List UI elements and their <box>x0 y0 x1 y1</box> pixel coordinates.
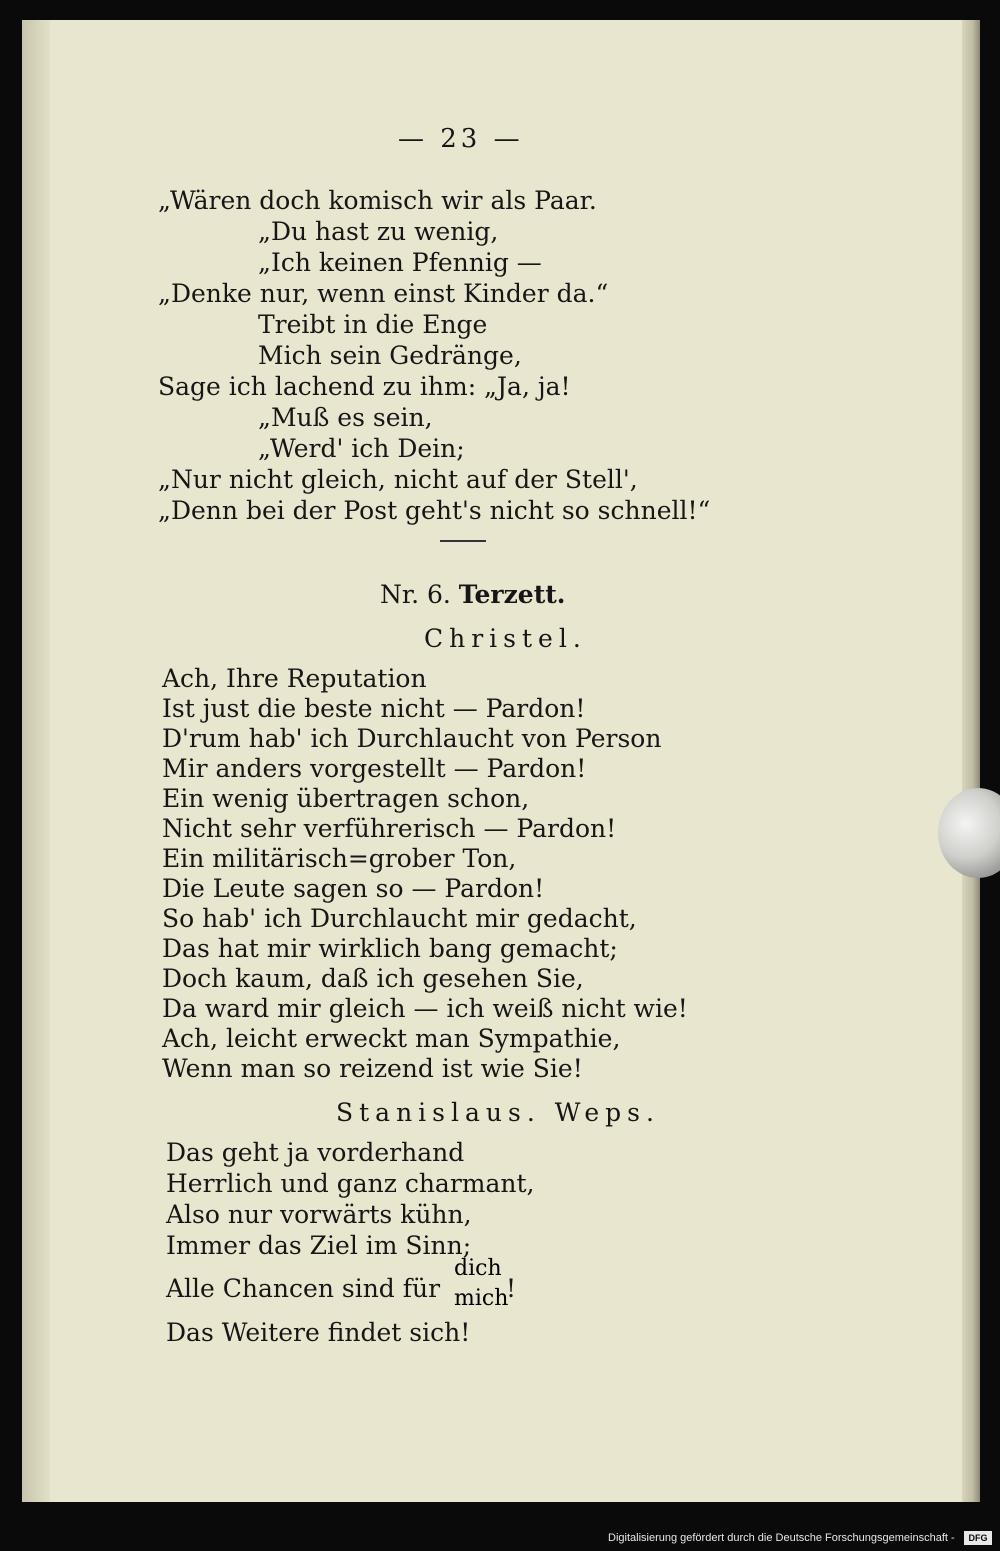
verse-line: Herrlich und ganz charmant, <box>166 1169 535 1198</box>
verse-line: „Ich keinen Pfennig — <box>258 248 542 277</box>
section-title: Terzett. <box>458 580 566 609</box>
verse-line: Treibt in die Enge <box>258 310 488 339</box>
footer-credit: Digitalisierung gefördert durch die Deutsche Forschungsgemeinschaft - <box>608 1532 955 1544</box>
chances-option-top: dich <box>454 1256 502 1281</box>
verse-line: Da ward mir gleich — ich weiß nicht wie! <box>162 994 688 1023</box>
verse-line: Mich sein Gedränge, <box>258 341 522 370</box>
verse-line: D'rum hab' ich Durchlaucht von Person <box>162 724 662 753</box>
verse-line: Ach, leicht erweckt man Sympathie, <box>162 1024 621 1053</box>
dfg-logo: DFG <box>964 1531 992 1545</box>
chances-option-bottom: mich <box>454 1286 509 1311</box>
section-heading <box>380 580 566 610</box>
speaker-name: Stanislaus. Weps. <box>336 1098 660 1127</box>
chances-suffix: ! <box>506 1274 517 1303</box>
verse-line: „Werd' ich Dein; <box>258 434 465 463</box>
verse-line: Immer das Ziel im Sinn; <box>166 1231 472 1260</box>
page-number: — 23 — <box>398 124 524 154</box>
verse-line: „Wären doch komisch wir als Paar. <box>158 186 597 215</box>
verse-line-chances: Alle Chancen sind für <box>166 1274 441 1303</box>
verse-line: Das Weitere findet sich! <box>166 1318 471 1347</box>
section-divider <box>440 540 486 542</box>
verse-line: Ach, Ihre Reputation <box>162 664 427 693</box>
verse-line: Nicht sehr verführerisch — Pardon! <box>162 814 617 843</box>
verse-line: „Muß es sein, <box>258 403 433 432</box>
section-number: Nr. 6. <box>380 580 451 609</box>
verse-line: „Du hast zu wenig, <box>258 217 499 246</box>
verse-line: Also nur vorwärts kühn, <box>166 1200 472 1229</box>
verse-line: Ist just die beste nicht — Pardon! <box>162 694 586 723</box>
verse-line: „Denn bei der Post geht's nicht so schnell!“ <box>158 496 711 525</box>
verse-line: „Nur nicht gleich, nicht auf der Stell', <box>158 465 638 494</box>
verse-line: Sage ich lachend zu ihm: „Ja, ja! <box>158 372 571 401</box>
verse-line: Mir anders vorgestellt — Pardon! <box>162 754 587 783</box>
verse-line: Die Leute sagen so — Pardon! <box>162 874 545 903</box>
speaker-name: Christel. <box>424 624 587 653</box>
verse-line: Ein militärisch=grober Ton, <box>162 844 517 873</box>
verse-line: Doch kaum, daß ich gesehen Sie, <box>162 964 584 993</box>
page-gutter <box>22 20 50 1502</box>
verse-line: So hab' ich Durchlaucht mir gedacht, <box>162 904 637 933</box>
verse-line: „Denke nur, wenn einst Kinder da.“ <box>158 279 609 308</box>
verse-line: Das hat mir wirklich bang gemacht; <box>162 934 618 963</box>
verse-line: Wenn man so reizend ist wie Sie! <box>162 1054 583 1083</box>
page-edge <box>962 20 980 1502</box>
verse-line: Ein wenig übertragen schon, <box>162 784 530 813</box>
verse-line: Das geht ja vorderhand <box>166 1138 465 1167</box>
